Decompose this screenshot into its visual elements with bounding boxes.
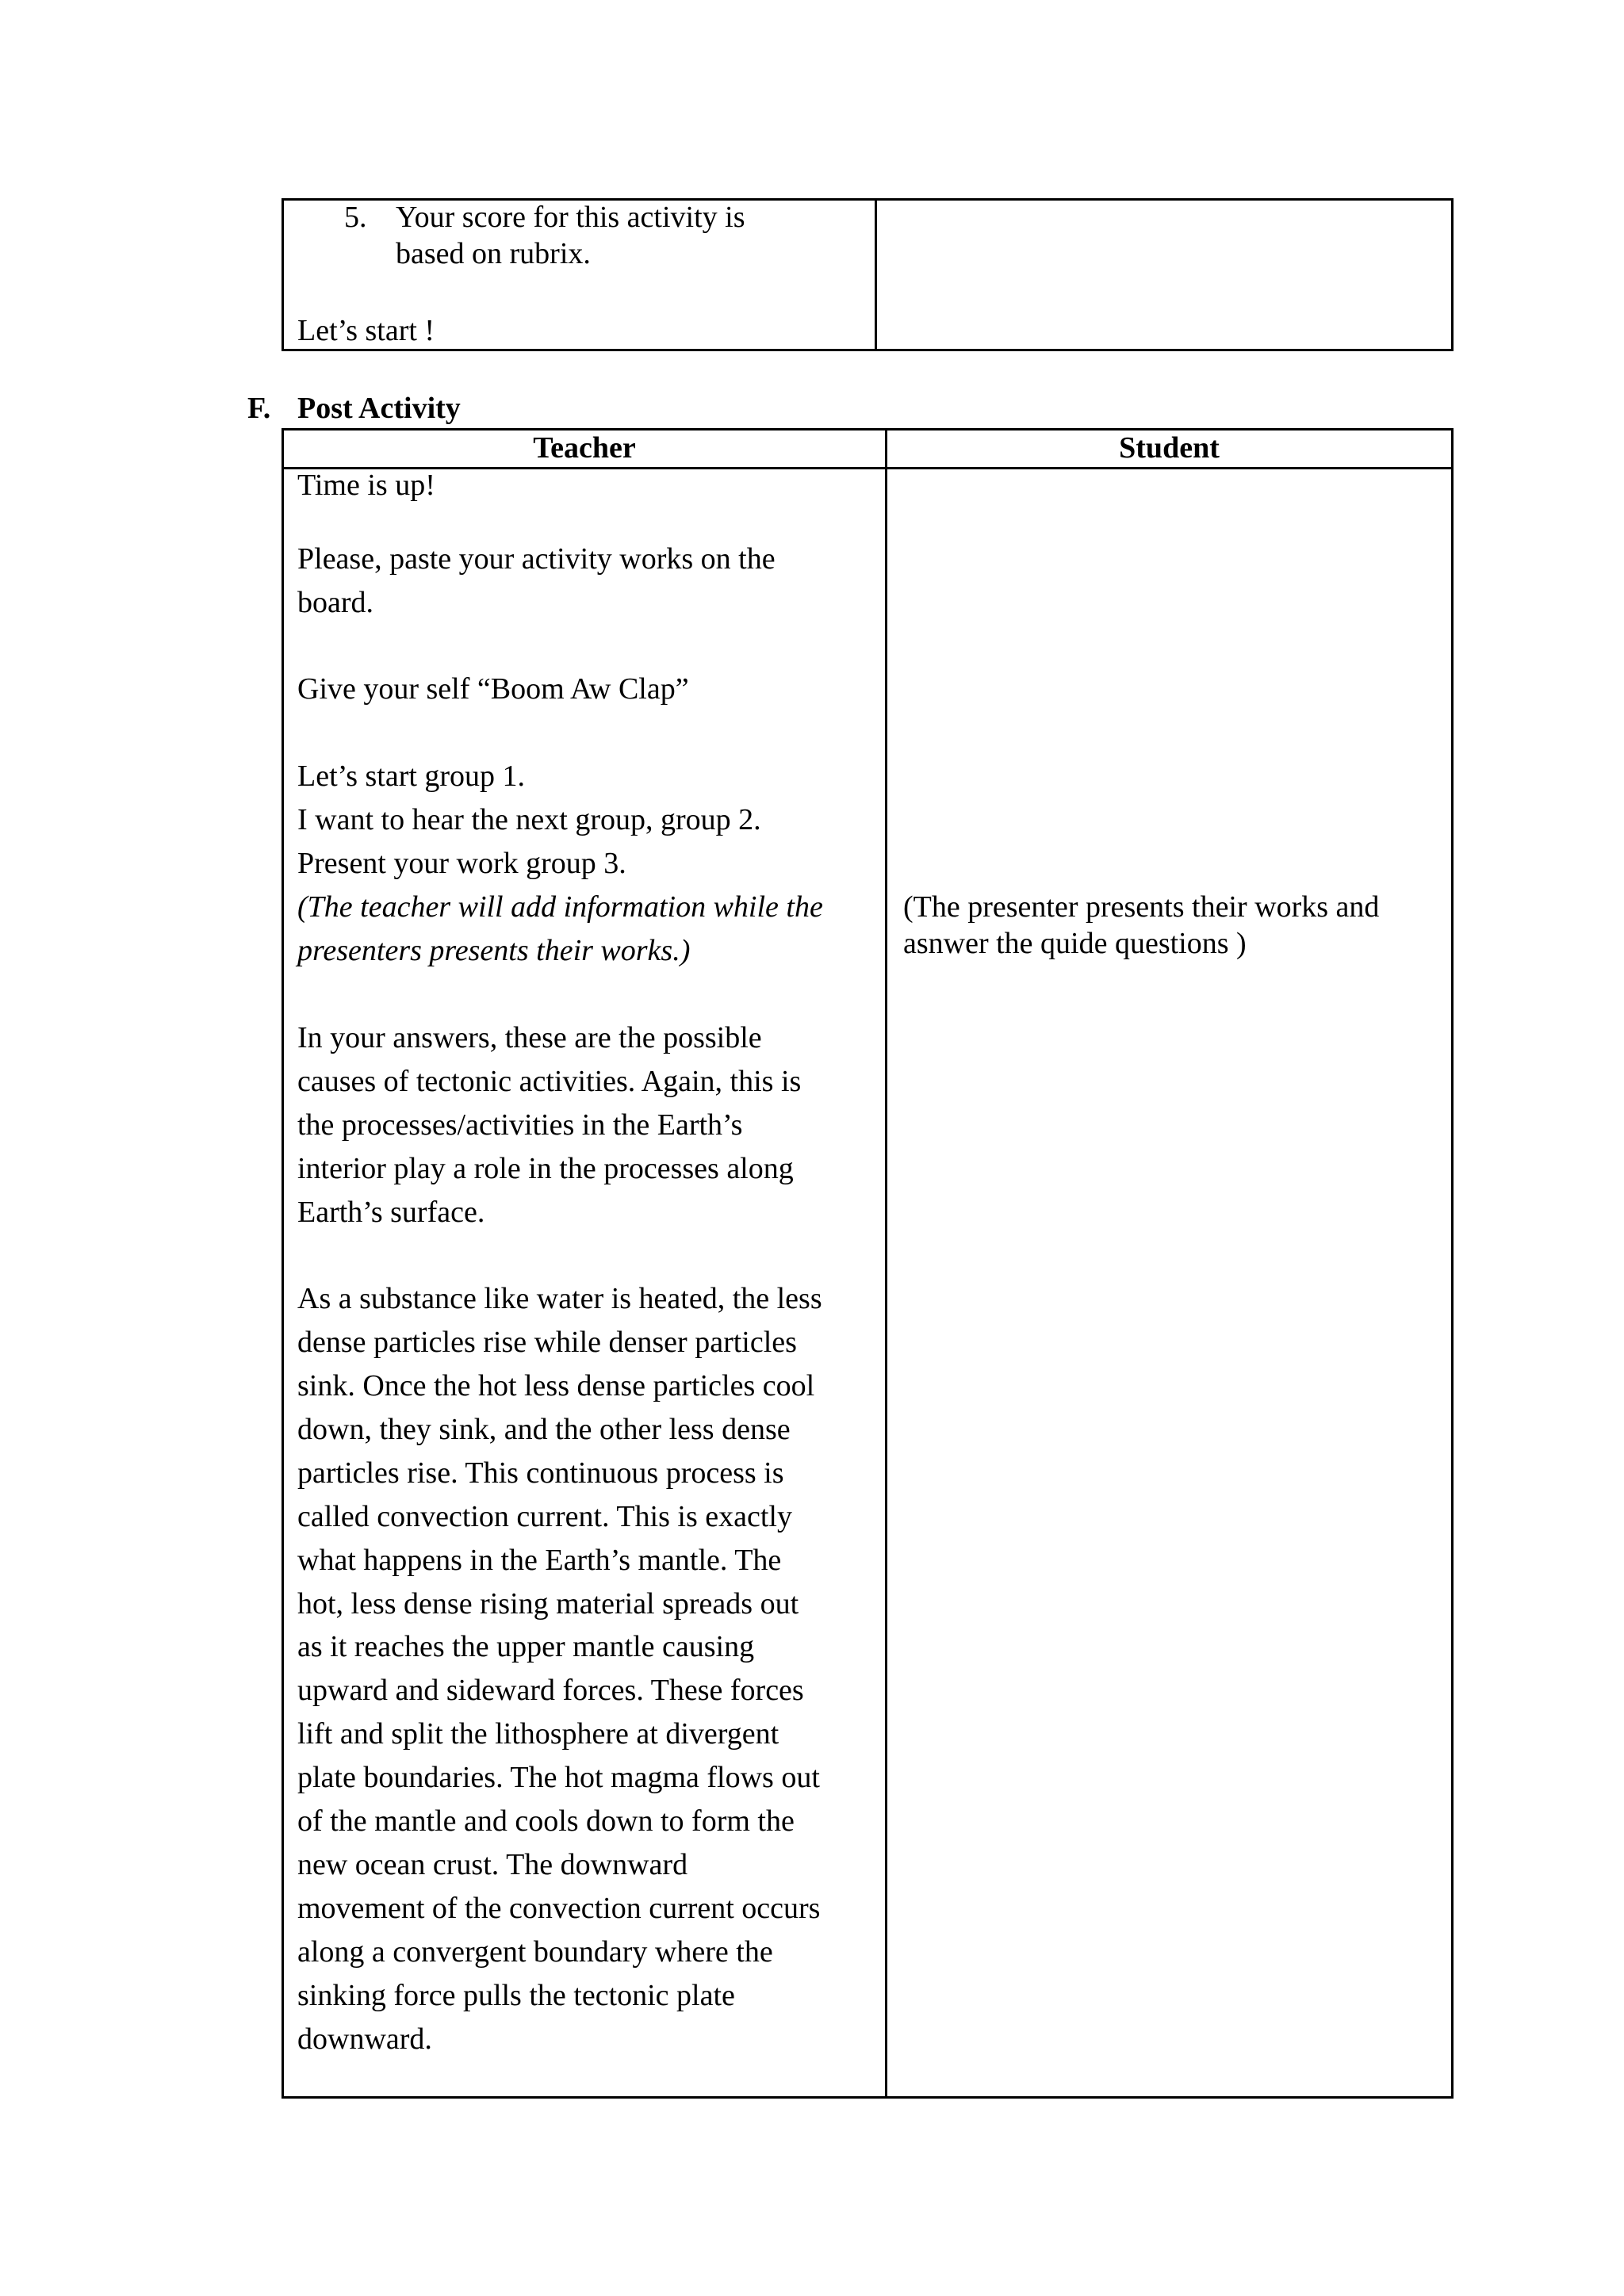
teacher-line: Please, paste your activity works on the <box>297 542 776 576</box>
table-header-rule <box>282 467 1454 469</box>
closing-text: Let’s start ! <box>297 314 435 347</box>
teacher-line: causes of tectonic activities. Again, this is <box>297 1065 802 1098</box>
teacher-line: of the mantle and cools down to form the <box>297 1804 795 1838</box>
teacher-line: board. <box>297 586 374 619</box>
teacher-line: upward and sideward forces. These forces <box>297 1674 804 1707</box>
teacher-line: called convection current. This is exactly <box>297 1500 792 1533</box>
teacher-line: movement of the convection current occurs <box>297 1892 821 1925</box>
teacher-line: Present your work group 3. <box>297 847 626 880</box>
section-heading <box>247 390 461 427</box>
list-item-number: 5. <box>344 201 367 234</box>
teacher-line: what happens in the Earth’s mantle. The <box>297 1544 782 1577</box>
list-item-text: based on rubrix. <box>396 237 591 270</box>
teacher-line: new ocean crust. The downward <box>297 1848 688 1881</box>
teacher-line-italic: presenters presents their works.) <box>297 934 691 967</box>
teacher-line-italic: (The teacher will add information while the <box>297 890 823 924</box>
column-header-student: Student <box>1119 431 1220 465</box>
table-column-divider <box>875 198 877 351</box>
teacher-line: as it reaches the upper mantle causing <box>297 1630 755 1663</box>
list-item-text: Your score for this activity is <box>396 201 745 234</box>
teacher-line: Let’s start group 1. <box>297 760 526 793</box>
teacher-line: sinking force pulls the tectonic plate <box>297 1979 735 2012</box>
teacher-line: particles rise. This continuous process is <box>297 1456 784 1490</box>
teacher-line: hot, less dense rising material spreads out <box>297 1587 799 1621</box>
teacher-line: downward. <box>297 2022 432 2056</box>
teacher-line: along a convergent boundary where the <box>297 1935 773 1969</box>
teacher-line: plate boundaries. The hot magma flows out <box>297 1761 820 1794</box>
teacher-line: Earth’s surface. <box>297 1196 485 1229</box>
teacher-line: Give your self “Boom Aw Clap” <box>297 672 689 706</box>
teacher-line: lift and split the lithosphere at divergent <box>297 1717 779 1751</box>
section-title: Post Activity <box>297 392 461 425</box>
teacher-line: I want to hear the next group, group 2. <box>297 803 761 836</box>
teacher-line: down, they sink, and the other less dense <box>297 1413 791 1446</box>
table-column-divider <box>885 428 887 2099</box>
teacher-line: In your answers, these are the possible <box>297 1021 762 1054</box>
student-line: (The presenter presents their works and <box>903 890 1380 924</box>
teacher-line: Time is up! <box>297 469 435 502</box>
teacher-line: interior play a role in the processes along <box>297 1152 794 1185</box>
teacher-line: the processes/activities in the Earth’s <box>297 1108 743 1142</box>
teacher-line: sink. Once the hot less dense particles cool <box>297 1369 815 1402</box>
teacher-line: As a substance like water is heated, the less <box>297 1282 822 1315</box>
section-letter: F. <box>247 392 271 425</box>
column-header-teacher: Teacher <box>533 431 636 465</box>
teacher-line: dense particles rise while denser particles <box>297 1326 797 1359</box>
student-line: asnwer the quide questions ) <box>903 927 1247 960</box>
